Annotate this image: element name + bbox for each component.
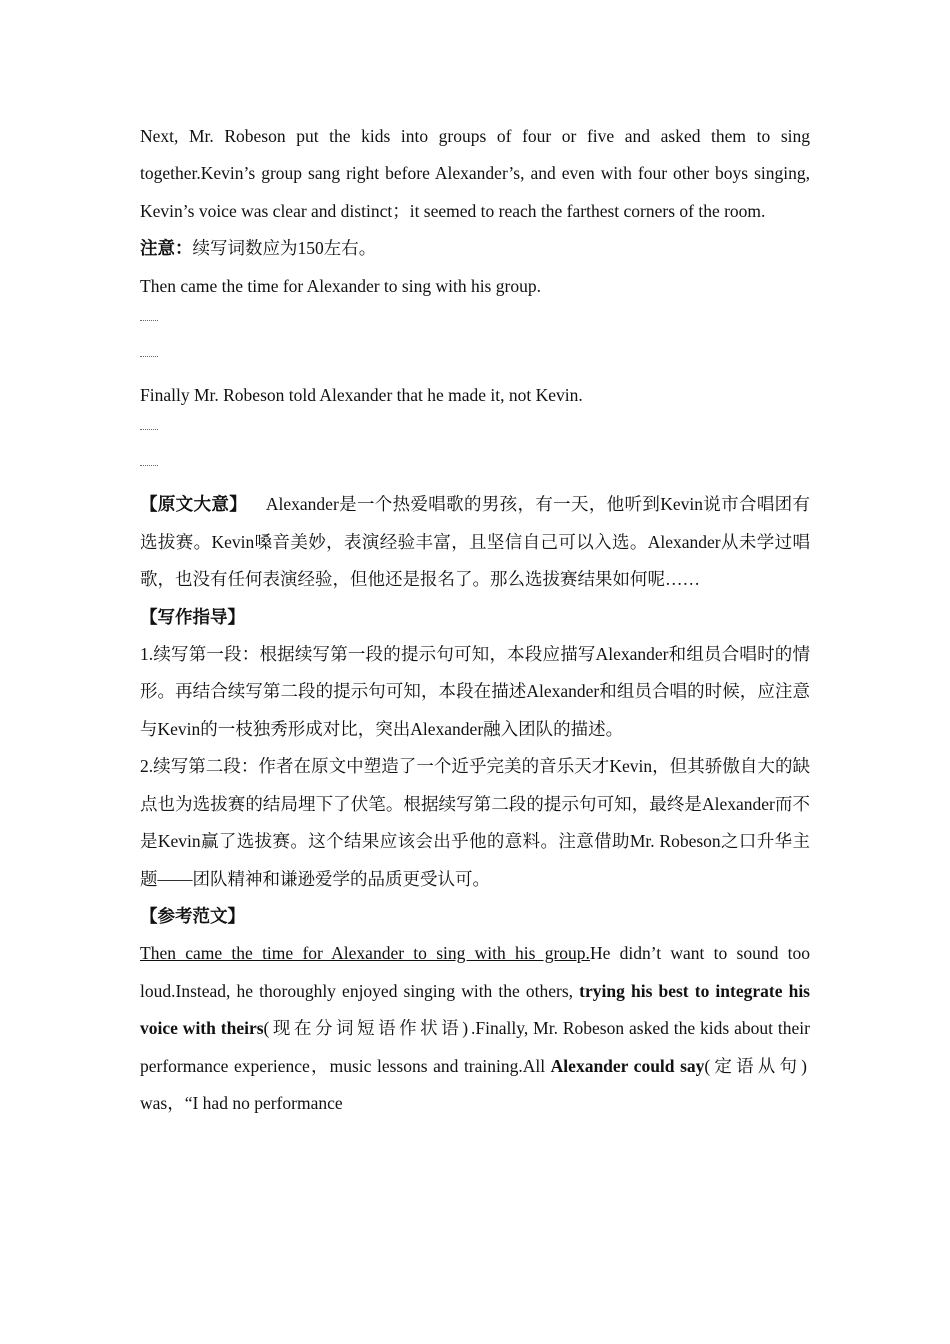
sample-bold-phrase: trying his best to integrate his voice with theirs <box>140 980 810 1039</box>
sample-heading: 【参考范文】 <box>140 905 245 926</box>
summary-paragraph <box>140 486 810 598</box>
writing-blank-line <box>140 414 810 450</box>
prompt-sentence-1: Then came the time for Alexander to sing with his group. <box>140 275 541 296</box>
grammar-note: (现在分词短语作状语) <box>263 1018 472 1039</box>
sample-underlined-prompt: Then came the time for Alexander to sing with his group. <box>140 943 590 964</box>
prompt-sentence-2: Finally Mr. Robeson told Alexander that he made it, not Kevin. <box>140 385 583 406</box>
sample-bold-phrase: Alexander could say <box>550 1055 705 1076</box>
note-label: 注意： <box>140 238 193 259</box>
intro-paragraph: Next, Mr. Robeson put the kids into groups of four or five and asked them to sing together.Kevin’s group sang right before Alexander’s, and even with four other boys singing, Kevin’s voice was clear and distinct；it seemed to reach the farthest corners of the room. <box>140 126 810 221</box>
sample-text: He didn’t want to sound too loud.Instead, he thoroughly enjoyed singing with the others, <box>140 943 810 1001</box>
word-count-note <box>140 230 810 267</box>
guide-point-2: 2.续写第二段：作者在原文中塑造了一个近乎完美的音乐天才Kevin，但其骄傲自大的缺点也为选拔赛的结局埋下了伏笔。根据续写第二段的提示句可知，最终是Alexander而不是Kevin赢了选拔赛。这个结果应该会出乎他的意料。注意借助Mr. Robeson之口升华主题——团队精神和谦逊爱学的品质更受认可。 <box>140 756 810 889</box>
summary-text: Alexander是一个热爱唱歌的男孩，有一天，他听到Kevin说市合唱团有选拔赛。Kevin嗓音美妙，表演经验丰富，且坚信自己可以入选。Alexander从未学过唱歌，也没有任何表演经验，但他还是报名了。那么选拔赛结果如何呢…… <box>140 494 810 590</box>
grammar-note: (定语从句) <box>704 1055 810 1076</box>
summary-heading: 【原文大意】 <box>140 494 248 515</box>
guide-heading: 【写作指导】 <box>140 606 245 627</box>
guide-point-1: 1.续写第一段：根据续写第一段的提示句可知，本段应描写Alexander和组员合唱时的情形。再结合续写第二段的提示句可知，本段在描述Alexander和组员合唱的时候，应注意与Kevin的一枝独秀形成对比，突出Alexander融入团队的描述。 <box>140 644 810 739</box>
sample-essay <box>140 935 810 1122</box>
writing-blank-line <box>140 341 810 377</box>
document-body <box>140 118 810 1122</box>
sample-text: was，“I had no performance <box>140 1092 343 1113</box>
writing-blank-line <box>140 450 810 486</box>
sample-text: .Finally, Mr. Robeson asked the kids about their performance experience，music lessons and training.All <box>140 1018 811 1076</box>
writing-blank-line <box>140 305 810 341</box>
note-text: 续写词数应为150左右。 <box>192 238 377 259</box>
